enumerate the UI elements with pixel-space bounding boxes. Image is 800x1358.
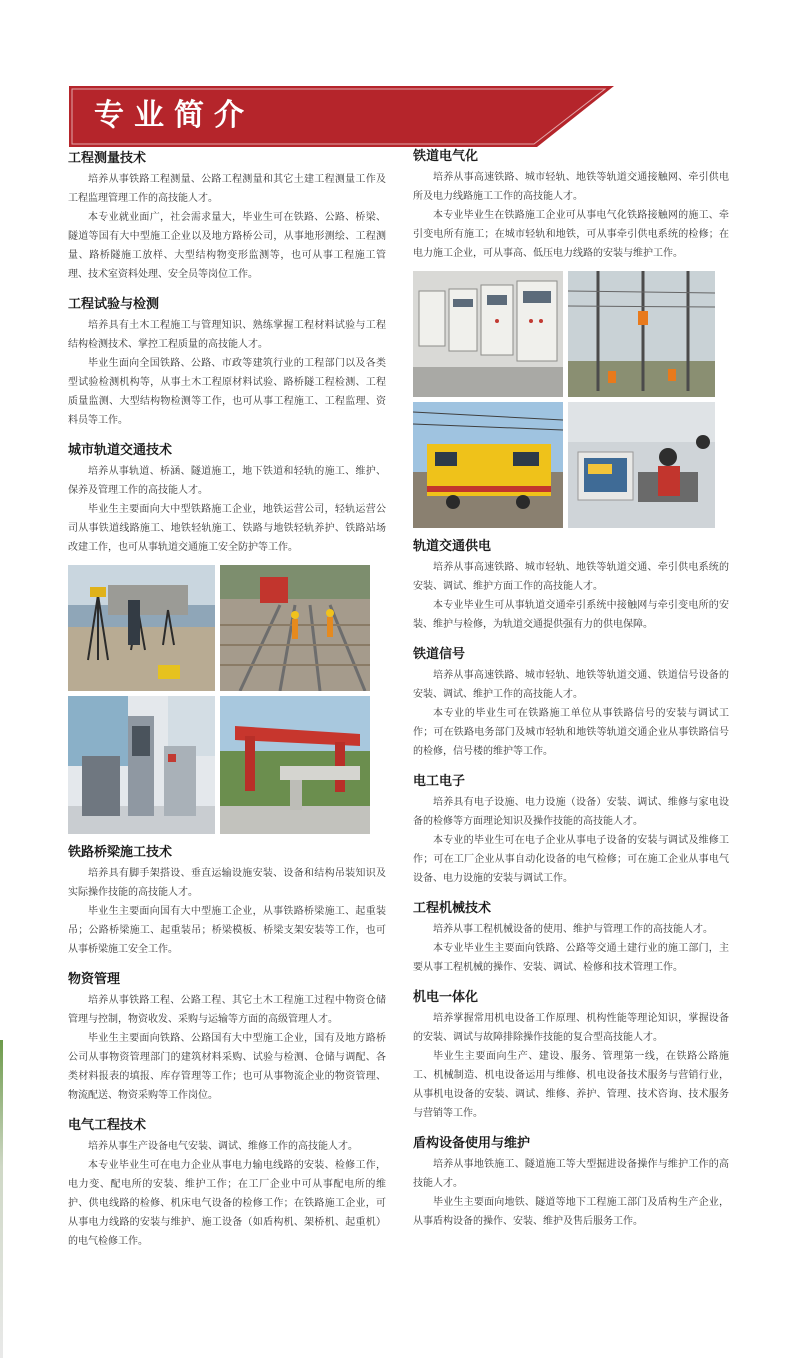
photo-rail-vehicle [413, 402, 563, 528]
section-paragraph: 本专业毕业生在铁路施工企业可从事电气化铁路接触网的施工、牵引变电所有施工；在城市轻轨和地铁，可从事牵引供电系统的检修；在电力施工企业，可从事高、低压电力线路的安装与维护工作。 [413, 210, 729, 259]
section-paragraph: 培养从事地铁施工、隧道施工等大型掘进设备操作与维护工作的高技能人才。 [413, 1159, 729, 1189]
section-paragraph: 本专业毕业生主要面向铁路、公路等交通土建行业的施工部门，主要从事工程机械的操作、安装、调试、检修和技术管理工作。 [413, 943, 729, 973]
section-paragraph: 本专业的毕业生可在铁路施工单位从事铁路信号的安装与调试工作；可在铁路电务部门及城市轻轨和地铁等轨道交通企业从事铁路信号的检修，信号楼的维护等工作。 [413, 708, 729, 757]
section-title: 城市轨道交通技术 [68, 443, 173, 458]
section-title: 铁道电气化 [413, 149, 479, 164]
photo-track-work [220, 565, 370, 691]
right-column [413, 148, 729, 1231]
section-paragraph: 培养具有土木工程施工与管理知识、熟练掌握工程材料试验与工程结构检测技术、掌控工程质量的高技能人才。 [68, 320, 386, 350]
section-paragraph: 培养具有脚手架搭设、垂直运输设施安装、设备和结构吊装知识及实际操作技能的高技能人才。 [68, 868, 386, 898]
section-title: 轨道交通供电 [413, 539, 492, 554]
section-title: 工程试验与检测 [68, 297, 160, 312]
section-paragraph: 毕业生主要面向大中型铁路施工企业，地铁运营公司，轻轨运营公司从事铁道线路施工、地铁轻轨施工、铁路与地铁轻轨养护、铁路站场改建工作，也可从事轨道交通施工安全防护等工作。 [68, 504, 386, 553]
section-paragraph: 培养从事工程机械设备的使用、维护与管理工作的高技能人才。 [433, 924, 713, 935]
section-paragraph: 本专业就业面广，社会需求量大，毕业生可在铁路、公路、桥梁、隧道等国有大中型施工企业以及地方路桥公司，从事地形测绘、工程测量、路桥隧施工放样、大型结构物变形监测等，也可从事工程施工管理、技术室资料处理、安全员等岗位工作。 [68, 212, 386, 280]
section-testing [68, 296, 386, 430]
section-title: 物资管理 [68, 972, 121, 987]
section-banner [69, 86, 614, 147]
section-power-supply [413, 538, 729, 634]
section-paragraph: 本专业的毕业生可在电子企业从事电子设备的安装与调试及维修工作；可在工厂企业从事自动化设备的电气检修；可在施工企业从事电气设备、电力设施的安装与调试工作。 [413, 835, 729, 884]
section-signal [413, 646, 729, 761]
section-paragraph: 毕业生面向全国铁路、公路、市政等建筑行业的工程部门以及各类型试验检测机构等，从事土木工程原材料试验、路桥隧工程检测、工程质量监测、大型结构物检测等工作，也可从事工程施工、工程监理、资料员等工作。 [68, 358, 386, 426]
left-column [68, 150, 386, 1251]
section-paragraph: 培养掌握常用机电设备工作原理、机构性能等理论知识，掌握设备的安装、调试与故障排除操作技能的复合型高技能人才。 [413, 1013, 729, 1043]
section-paragraph: 本专业毕业生可从事轨道交通牵引系统中接触网与牵引变电所的安装、维护与检修，为轨道交通提供强有力的供电保障。 [413, 600, 729, 630]
section-paragraph: 毕业生主要面向地铁、隧道等地下工程施工部门及盾构生产企业，从事盾构设备的操作、安装、维护及售后服务工作。 [413, 1197, 729, 1227]
section-title: 电工电子 [413, 774, 466, 789]
photo-catenary-workers [568, 271, 715, 397]
section-paragraph: 培养从事生产设备电气安装、调试、维修工作的高技能人才。 [88, 1141, 358, 1152]
section-mechatronics [413, 989, 729, 1123]
section-title: 铁道信号 [413, 647, 466, 662]
section-title: 工程机械技术 [413, 901, 492, 916]
section-paragraph: 毕业生主要面向生产、建设、服务、管理第一线，在铁路公路施工、机械制造、机电设备运用与维修、机电设备技术服务与营销行业，从事机电设备的安装、调试、维修、养护、管理、技术咨询、技术服务与营销等工作。 [413, 1051, 729, 1119]
section-paragraph: 培养从事高速铁路、城市轻轨、地铁等轨道交通、铁道信号设备的安装、调试、维护工作的高技能人才。 [413, 670, 729, 700]
section-surveying [68, 150, 386, 284]
right-photo-grid [413, 271, 729, 528]
section-title: 工程测量技术 [68, 151, 147, 166]
section-title: 机电一体化 [413, 990, 479, 1005]
section-title: 盾构设备使用与维护 [413, 1136, 531, 1151]
section-title: 铁路桥梁施工技术 [68, 845, 173, 860]
section-electrification [413, 148, 729, 263]
section-shield-equipment [413, 1135, 729, 1231]
left-photo-grid [68, 565, 386, 834]
section-paragraph: 培养从事轨道、桥涵、隧道施工，地下铁道和轻轨的施工、维护、保养及管理工作的高技能人才。 [68, 466, 386, 496]
page-title: 专业简介 [94, 98, 254, 133]
section-paragraph: 培养从事铁路工程测量、公路工程测量和其它土建工程测量工作及工程监理管理工作的高技能人才。 [68, 174, 386, 204]
photo-signal-control-room [568, 402, 715, 528]
section-paragraph: 培养具有电子设施、电力设施（设备）安装、调试、维修与家电设备的检修等方面理论知识及操作技能的高技能人才。 [413, 797, 729, 827]
section-electronics [413, 773, 729, 888]
section-paragraph: 毕业生主要面向国有大中型施工企业，从事铁路桥梁施工、起重装吊；公路桥梁施工、起重装吊；桥梁模板、桥梁支架安装等工作，也可从事桥梁施工安全工作。 [68, 906, 386, 955]
section-bridge [68, 844, 386, 959]
section-paragraph: 培养从事高速铁路、城市轻轨、地铁等轨道交通、牵引供电系统的安装、调试、维护方面工作的高技能人才。 [413, 562, 729, 592]
section-paragraph: 毕业生主要面向铁路、公路国有大中型施工企业，国有及地方路桥公司从事物资管理部门的建筑材料采购、试验与检测、仓储与调配、各类材料报表的填报、库存管理等工作；也可从事物流企业的物资管理、物流配送、物资采购等工作岗位。 [68, 1033, 386, 1101]
section-paragraph: 培养从事铁路工程、公路工程、其它土木工程施工过程中物资仓储管理与控制，物资收发、采购与运输等方面的高级管理人才。 [68, 995, 386, 1025]
section-electrical [68, 1117, 386, 1251]
section-paragraph: 培养从事高速铁路、城市轻轨、地铁等轨道交通接触网、牵引供电所及电力线路施工工作的高技能人才。 [413, 172, 729, 202]
section-title: 电气工程技术 [68, 1118, 147, 1133]
photo-surveying [68, 565, 215, 691]
section-machinery [413, 900, 729, 977]
photo-bridge-machine [220, 696, 370, 834]
page-edge [0, 1040, 3, 1358]
section-paragraph: 本专业毕业生可在电力企业从事电力输电线路的安装、检修工作，电力变、配电所的安装、维护工作；在工厂企业中可从事配电所的维护、供电线路的检修、机床电气设备的检修工作；在铁路施工企业，可从事电力线路的安装与维护、施工设备（如盾构机、架桥机、起重机）的电气检修工作。 [68, 1160, 386, 1247]
section-materials [68, 971, 386, 1105]
photo-control-panel [413, 271, 563, 397]
photo-testing-lab [68, 696, 215, 834]
section-urban-rail [68, 442, 386, 557]
